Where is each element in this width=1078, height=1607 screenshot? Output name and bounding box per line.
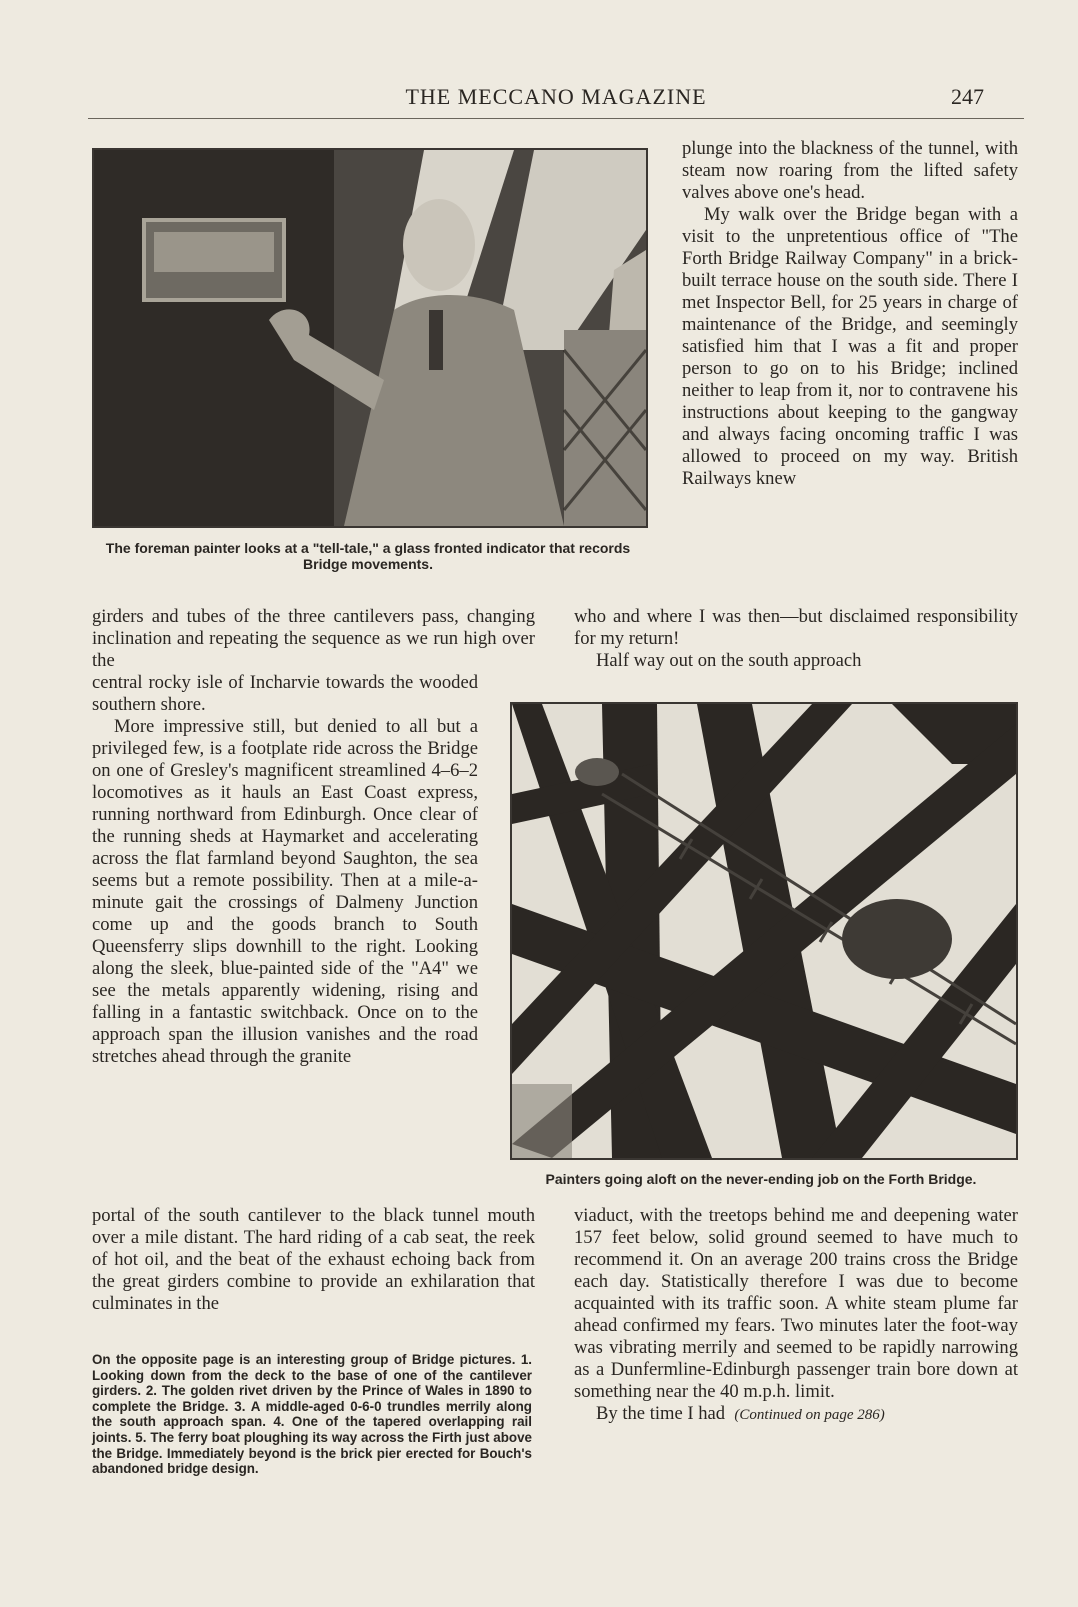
paragraph: portal of the south cantilever to the black tunnel mouth over a mile distant. The hard riding of a cab seat, the reek of hot oil, and the beat of the exhaust echoing back from the great girders combine to provide an exhilaration that culminates in the bbox=[92, 1205, 535, 1314]
paragraph: viaduct, with the treetops behind me and deepening water 157 feet below, solid ground seemed to have much to recommend it. On an average 200 trains cross the Bridge each day. Statistically therefore I was due to become acquainted with its traffic soon. A white steam plume far ahead confirmed my fears. Two minutes later the foot-way was vibrating merrily and seemed to be rapidly narrowing as a Dunfermline-Edinburgh passenger train bore down at something near the 40 m.p.h. limit. bbox=[574, 1205, 1018, 1402]
opposite-page-note: On the opposite page is an interesting group of Bridge pictures. 1. Looking down from the deck to the base of one of the cantilever girders. 2. The golden rivet driven by the Prince of Wales in 1890 to complete the Bridge. 3. A middle-aged 0-6-0 trundles merrily along the south approach span. 4. One of the tapered overlapping rail joints. 5. The ferry boat ploughing its way across the Firth just above the Bridge. Immediately beyond is the brick pier erected for Bouch's abandoned bridge design. bbox=[92, 1352, 532, 1477]
paragraph: who and where I was then—but disclaimed responsibility for my return! bbox=[574, 606, 1018, 649]
left-column-lower bbox=[92, 1205, 535, 1315]
photo1-caption: The foreman painter looks at a "tell-tale," a glass fronted indicator that records Bridge movements. bbox=[105, 540, 631, 572]
paragraph bbox=[574, 1403, 1018, 1426]
paragraph: central rocky isle of Incharvie towards the wooded southern shore. bbox=[92, 672, 478, 715]
paragraph: girders and tubes of the three cantilevers pass, changing inclination and repeating the sequence as we run high over the bbox=[92, 606, 535, 671]
paragraph-text: By the time I had bbox=[596, 1403, 726, 1424]
photo2-caption: Painters going aloft on the never-ending job on the Forth Bridge. bbox=[545, 1171, 977, 1187]
photo-foreman-painter bbox=[92, 148, 648, 528]
paragraph: plunge into the blackness of the tunnel, with steam now roaring from the lifted safety valves above one's head. bbox=[682, 138, 1018, 203]
left-column-upper bbox=[92, 606, 535, 672]
page-header bbox=[88, 84, 1024, 119]
right-column-bottom bbox=[574, 1205, 1018, 1426]
paragraph: Half way out on the south approach bbox=[596, 650, 862, 671]
paragraph: My walk over the Bridge began with a visit to the unpretentious office of "The Forth Bridge Railway Company" in a brick-built terrace house on the south side. There I met Inspector Bell, for 25 years in charge of maintenance of the Bridge, and seemingly satisfied him that I was a fit and proper person to go on to his Bridge; inclined neither to leap from it, nor to contravene his instructions about keeping to the gangway and always facing oncoming traffic I was allowed to proceed on my way. British Railways knew bbox=[682, 204, 1018, 489]
left-column-wrap bbox=[92, 672, 478, 1068]
paragraph: More impressive still, but denied to all but a privileged few, is a footplate ride across the Bridge on one of Gresley's magnificent streamlined 4–6–2 locomotives as it hauls an East Coast express, running northward from Edinburgh. Once clear of the running sheds at Haymarket and accelerating across the flat farmland beyond Saughton, the sea seems but a remote possibility. Then at a mile-a-minute gait the crossings of Dalmeny Junction come up and the goods branch to South Queensferry slips downhill to the right. Looking along the sleek, blue-painted side of the "A4" we see the metals apparently widening, rising and falling in a fantastic switchback. Once on to the approach span the illusion vanishes and the road stretches ahead through the granite bbox=[92, 716, 478, 1067]
photo-painters-aloft bbox=[510, 702, 1018, 1160]
page-number: 247 bbox=[951, 84, 984, 109]
continued-link[interactable]: (Continued on page 286) bbox=[734, 1407, 885, 1423]
right-column-top bbox=[682, 138, 1018, 490]
magazine-title: THE MECCANO MAGAZINE bbox=[405, 84, 707, 109]
right-column-mid bbox=[574, 606, 1018, 672]
